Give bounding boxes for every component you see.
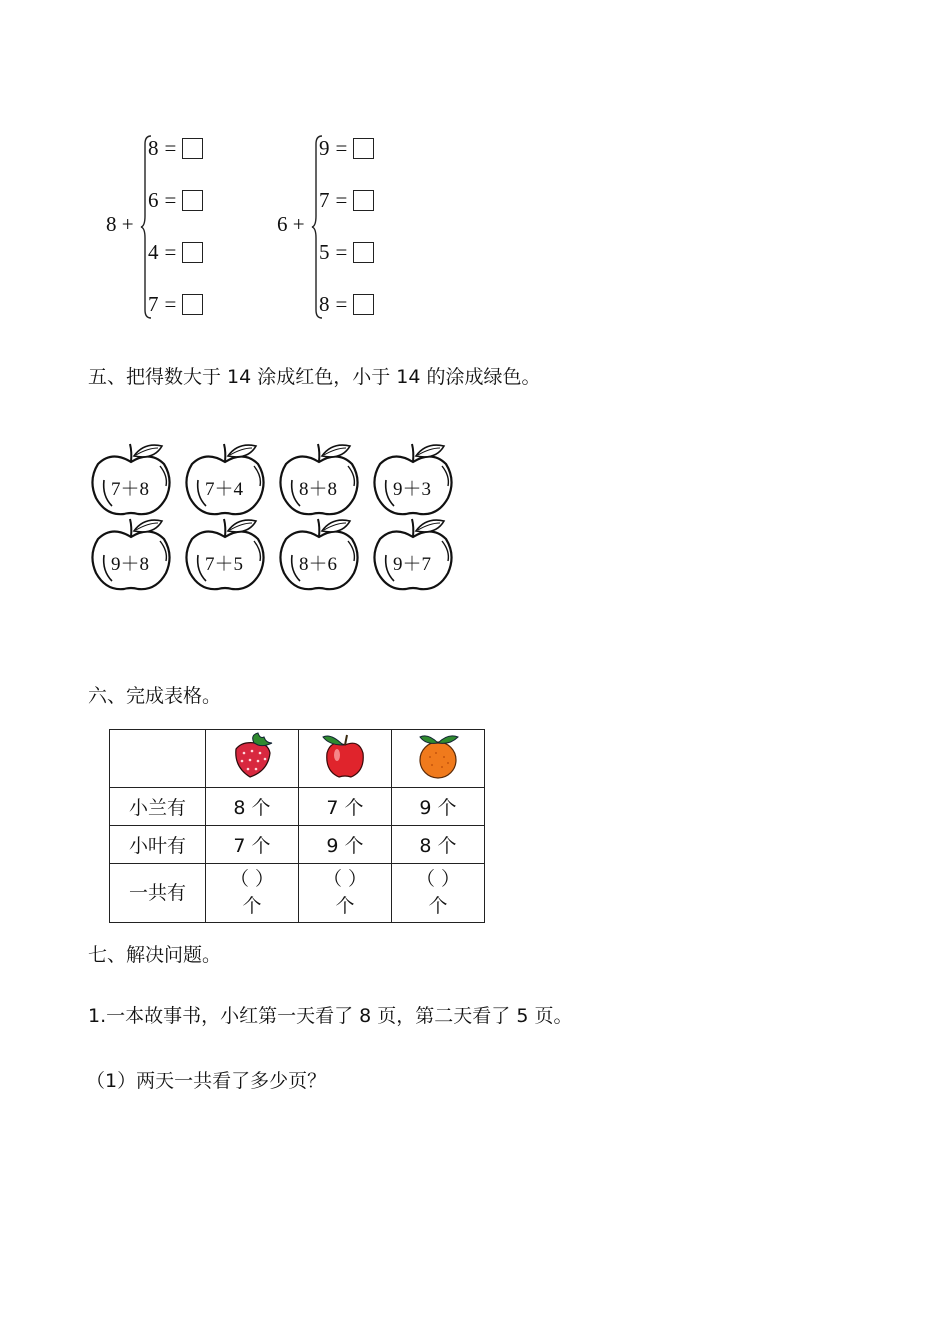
question-text: （1）两天一共看了多少页？: [86, 1070, 327, 1092]
answer-box[interactable]: [353, 190, 374, 211]
addend: 7: [148, 291, 159, 316]
equation-row: [319, 135, 374, 161]
unit-label: 个: [335, 895, 355, 917]
orange-icon: [414, 731, 462, 781]
apple-icon: [321, 731, 369, 781]
equation-row: [319, 187, 374, 213]
apple-expression: 7＋8: [110, 479, 149, 500]
addend: 8: [148, 135, 159, 160]
apple-expression: 7＋5: [204, 554, 243, 575]
apple-shape[interactable]: [90, 515, 172, 593]
answer-cell[interactable]: [299, 864, 392, 923]
addend: 8: [319, 291, 330, 316]
answer-paren: （ ）: [415, 868, 461, 890]
unit-label: 个: [242, 895, 262, 917]
equation-row: [148, 187, 203, 213]
equation-row: [319, 239, 374, 265]
section-seven-heading: 七、解决问题。: [88, 944, 222, 966]
equation-row: [148, 239, 203, 265]
apple-expression: 8＋6: [298, 554, 337, 575]
answer-box[interactable]: [353, 138, 374, 159]
row-label: 小兰有: [110, 788, 206, 826]
table-cell: 7 个: [299, 788, 392, 826]
row-label: 一共有: [110, 864, 206, 923]
equation-row: [148, 291, 203, 317]
addend: 6: [148, 187, 159, 212]
addend: 4: [148, 239, 159, 264]
apple-expression: 8＋8: [298, 479, 337, 500]
apple-expression: 9＋7: [392, 554, 431, 575]
answer-box[interactable]: [182, 242, 203, 263]
group-prefix: 8 +: [106, 212, 134, 236]
apple-shape[interactable]: [278, 515, 360, 593]
equals-sign: =: [164, 291, 177, 316]
table-cell: 9 个: [299, 826, 392, 864]
answer-cell[interactable]: [392, 864, 485, 923]
table-header-cell: [206, 730, 299, 788]
addend: 7: [319, 187, 330, 212]
problem-statement: 1.一本故事书，小红第一天看了 8 页，第二天看了 5 页。: [88, 1005, 573, 1027]
section-five-heading: 五、把得数大于 14 涂成红色，小于 14 的涂成绿色。: [88, 366, 541, 388]
fruit-count-table: [109, 729, 485, 923]
addition-group-1: [106, 134, 246, 334]
table-cell: 9 个: [392, 788, 485, 826]
apple-shape[interactable]: [184, 515, 266, 593]
group-prefix: 6 +: [277, 212, 305, 236]
row-label: 小叶有: [110, 826, 206, 864]
addend: 9: [319, 135, 330, 160]
table-corner-cell: [110, 730, 206, 788]
answer-cell[interactable]: [206, 864, 299, 923]
strawberry-icon: [228, 731, 276, 781]
answer-paren: （ ）: [229, 868, 275, 890]
equals-sign: =: [335, 239, 348, 264]
equals-sign: =: [335, 291, 348, 316]
equation-row: [319, 291, 374, 317]
table-row: [110, 788, 485, 826]
table-cell: 8 个: [392, 826, 485, 864]
equals-sign: =: [164, 135, 177, 160]
unit-label: 个: [428, 895, 448, 917]
answer-box[interactable]: [182, 190, 203, 211]
apple-shape[interactable]: [372, 440, 454, 518]
equals-sign: =: [164, 239, 177, 264]
table-cell: 8 个: [206, 788, 299, 826]
apple-shape[interactable]: [90, 440, 172, 518]
answer-paren: （ ）: [322, 868, 368, 890]
addition-group-2: [277, 134, 417, 334]
addend: 5: [319, 239, 330, 264]
table-header-cell: [392, 730, 485, 788]
equals-sign: =: [164, 187, 177, 212]
apple-shape[interactable]: [372, 515, 454, 593]
table-total-row: [110, 864, 485, 923]
apple-shape[interactable]: [184, 440, 266, 518]
answer-box[interactable]: [353, 294, 374, 315]
answer-box[interactable]: [182, 294, 203, 315]
equals-sign: =: [335, 187, 348, 212]
table-header-cell: [299, 730, 392, 788]
apple-expression: 9＋8: [110, 554, 149, 575]
equation-row: [148, 135, 203, 161]
answer-box[interactable]: [353, 242, 374, 263]
equals-sign: =: [335, 135, 348, 160]
table-cell: 7 个: [206, 826, 299, 864]
table-row: [110, 826, 485, 864]
apple-shape[interactable]: [278, 440, 360, 518]
section-six-heading: 六、完成表格。: [88, 685, 222, 707]
table-header-row: [110, 730, 485, 788]
apple-expression: 7＋4: [204, 479, 243, 500]
answer-box[interactable]: [182, 138, 203, 159]
apple-expression: 9＋3: [392, 479, 431, 500]
